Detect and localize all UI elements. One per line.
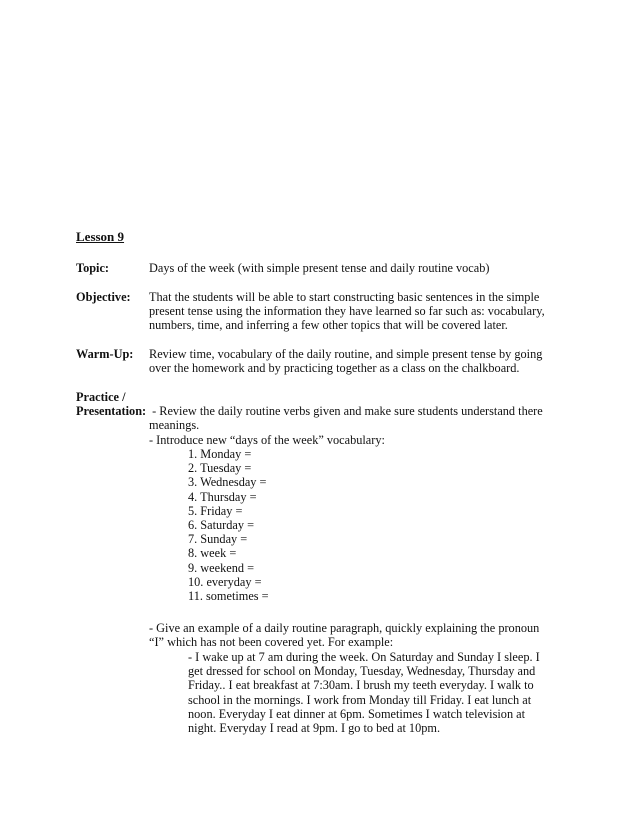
warmup-line: over the homework and by practicing together as a class on the chalkboard.	[149, 361, 520, 376]
practice-first-line: - Review the daily routine verbs given and make sure students understand there	[149, 404, 543, 418]
example-paragraph	[188, 650, 540, 735]
vocabulary-list	[188, 447, 269, 603]
vocab-item: 4. Thursday =	[188, 489, 257, 504]
vocab-item: 9. weekend =	[188, 560, 255, 575]
example-line: Friday.. I eat breakfast at 7:30am. I brush my teeth everyday. I walk to	[188, 678, 534, 693]
example-line: - I wake up at 7 am during the week. On Saturday and Sunday I sleep. I	[188, 650, 540, 664]
vocab-item: 1. Monday =	[188, 447, 252, 461]
vocab-item: 10. everyday =	[188, 574, 262, 589]
vocab-item: 3. Wednesday =	[188, 475, 267, 490]
introduce-vocab-line: - Introduce new “days of the week” vocabulary:	[149, 433, 385, 447]
objective-line: numbers, time, and inferring a few other topics that will be covered later.	[149, 318, 508, 333]
vocab-item: 7. Sunday =	[188, 532, 248, 547]
practice-second-line: meanings.	[149, 418, 200, 432]
vocab-item: 6. Saturday =	[188, 517, 255, 532]
vocab-item: 11. sometimes =	[188, 588, 269, 603]
vocab-item: 2. Tuesday =	[188, 461, 252, 476]
example-line: get dressed for school on Monday, Tuesday, Wednesday, Thursday and	[188, 664, 536, 679]
presentation-label: Presentation:	[76, 404, 147, 418]
objective-line: That the students will be able to start constructing basic sentences in the simple	[149, 290, 540, 304]
example-line: school in the mornings. I work from Monday till Friday. I eat lunch at	[188, 692, 532, 707]
lesson-title: Lesson 9	[76, 229, 125, 244]
practice-label: Practice /	[76, 390, 126, 404]
warmup-line: Review time, vocabulary of the daily routine, and simple present tense by going	[149, 347, 543, 361]
topic-text: Days of the week (with simple present tense and daily routine vocab)	[149, 261, 490, 275]
example-intro	[149, 621, 539, 649]
vocab-item: 5. Friday =	[188, 503, 243, 518]
vocab-item: 8. week =	[188, 546, 237, 561]
warmup-label: Warm-Up:	[76, 347, 134, 361]
topic-label: Topic:	[76, 261, 110, 275]
example-intro-line: - Give an example of a daily routine paragraph, quickly explaining the pronoun	[149, 621, 540, 635]
objective-line: present tense using the information they have learned so far such as: vocabulary,	[149, 304, 545, 319]
example-line: noon. Everyday I eat dinner at 6pm. Sometimes I watch television at	[188, 706, 526, 721]
warmup-text	[149, 347, 589, 375]
objective-text	[149, 290, 589, 333]
example-intro-line: “I” which has not been covered yet. For example:	[149, 635, 394, 650]
objective-label: Objective:	[76, 290, 131, 304]
example-line: night. Everyday I read at 9pm. I go to bed at 10pm.	[188, 720, 441, 735]
